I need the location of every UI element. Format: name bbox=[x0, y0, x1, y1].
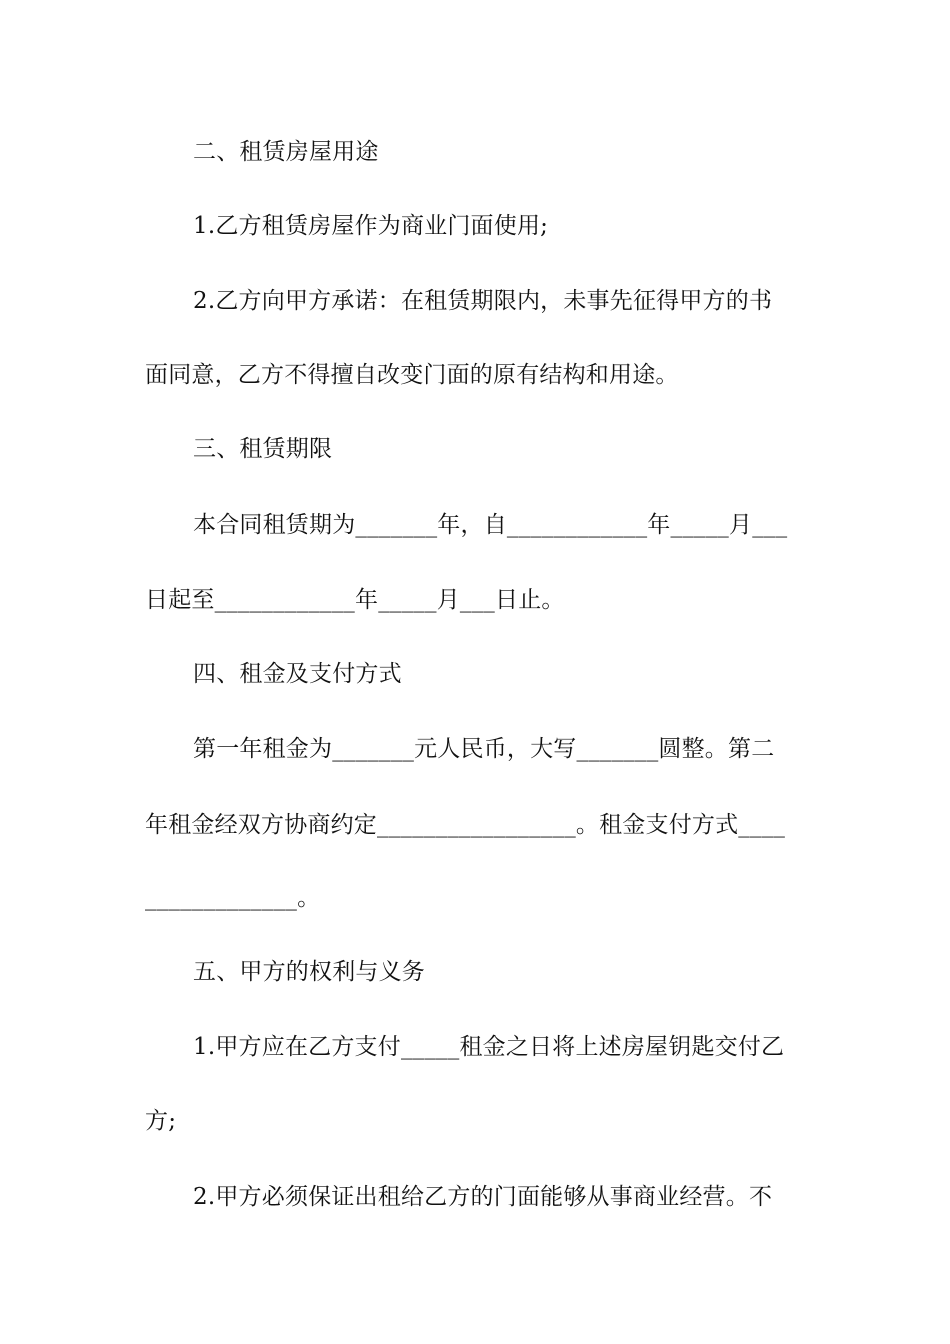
clause-lessor-2-part1: 2.甲方必须保证出租给乙方的门面能够从事商业经营。不 bbox=[193, 1184, 773, 1210]
clause-rent-part2: 年租金经双方协商约定_________________。租金支付方式____ bbox=[145, 812, 786, 838]
clause-usage-1: 1.乙方租赁房屋作为商业门面使用; bbox=[193, 213, 549, 239]
clause-rent-part3: _____________。 bbox=[145, 885, 321, 911]
section-heading-rent: 四、租金及支付方式 bbox=[193, 661, 402, 687]
clause-usage-2-part2: 面同意，乙方不得擅自改变门面的原有结构和用途。 bbox=[145, 362, 679, 388]
clause-term-part2: 日起至____________年_____月___日止。 bbox=[145, 587, 565, 613]
clause-usage-2-part1: 2.乙方向甲方承诺：在租赁期限内，未事先征得甲方的书 bbox=[193, 288, 773, 314]
section-heading-lessor-rights: 五、甲方的权利与义务 bbox=[193, 959, 425, 985]
section-heading-usage: 二、租赁房屋用途 bbox=[193, 139, 379, 165]
clause-term-part1: 本合同租赁期为_______年，自____________年_____月___ bbox=[193, 512, 788, 538]
section-heading-term: 三、租赁期限 bbox=[193, 436, 333, 462]
clause-lessor-1-part2: 方; bbox=[145, 1108, 177, 1134]
clause-rent-part1: 第一年租金为_______元人民币，大写_______圆整。第二 bbox=[193, 736, 775, 762]
clause-lessor-1-part1: 1.甲方应在乙方支付_____租金之日将上述房屋钥匙交付乙 bbox=[193, 1034, 785, 1060]
